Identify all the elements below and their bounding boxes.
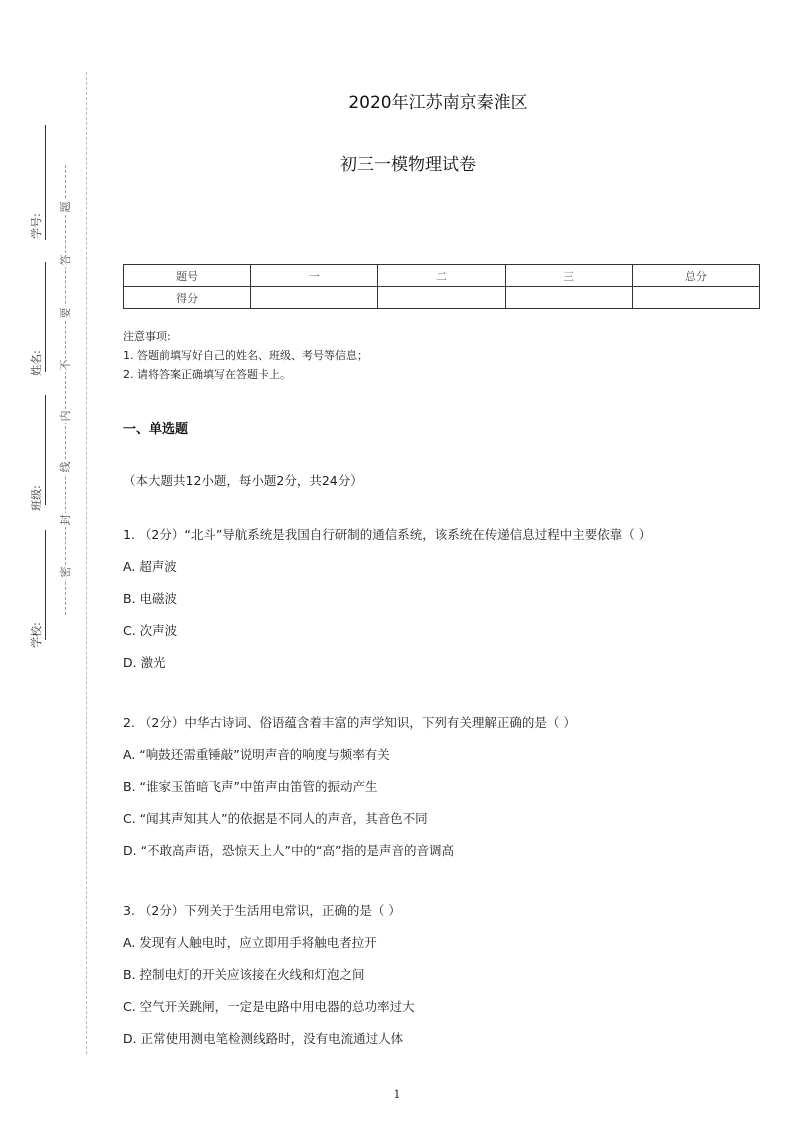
seal-dashed-line — [65, 165, 67, 615]
seal-word: 封 — [59, 514, 72, 526]
seal-word: 答 — [59, 254, 72, 266]
question-option: B. 控制电灯的开关应该接在火线和灯泡之间 — [123, 967, 365, 982]
question-option: D. 激光 — [123, 655, 166, 670]
class-line — [45, 395, 46, 505]
notes-heading: 注意事项: — [123, 330, 171, 343]
notes-item: 2. 请将答案正确填写在答题卡上。 — [123, 368, 291, 381]
class-label: 班级: — [30, 485, 43, 511]
question-option: C. 空气开关跳闸，一定是电路中用电器的总功率过大 — [123, 999, 415, 1014]
score-row-label: 得分 — [124, 287, 251, 309]
seal-word: 要 — [59, 307, 72, 319]
seal-word: 内 — [59, 410, 72, 422]
section-info: （本大题共12小题，每小题2分，共24分） — [123, 473, 363, 488]
score-entry-cell — [505, 287, 632, 309]
question-stem: 2. （2分）中华古诗词、俗语蕴含着丰富的声学知识，下列有关理解正确的是（ ） — [123, 715, 576, 730]
school-line — [45, 530, 46, 640]
seal-word: 题 — [59, 201, 72, 213]
exam-subtitle: 初三一模物理试卷 — [340, 155, 476, 175]
question-option: A. 发现有人触电时，应立即用手将触电者拉开 — [123, 935, 377, 950]
score-entry-cell — [632, 287, 759, 309]
student-id-label: 学号: — [30, 213, 43, 239]
score-table-cell: 一 — [251, 265, 378, 287]
score-table-header-row — [124, 265, 760, 287]
seal-word: 线 — [59, 461, 72, 473]
question-option: B. “谁家玉笛暗飞声”中笛声由笛管的振动产生 — [123, 779, 378, 794]
question-option: A. 超声波 — [123, 559, 177, 574]
question-option: C. “闻其声知其人”的依据是不同人的声音，其音色不同 — [123, 811, 428, 826]
question-option: A. “响鼓还需重锤敲”说明声音的响度与频率有关 — [123, 747, 390, 762]
question-stem: 1. （2分）“北斗”导航系统是我国自行研制的通信系统，该系统在传递信息过程中主要依靠（ ） — [123, 527, 652, 542]
school-label: 学校: — [30, 622, 43, 648]
score-entry-cell — [378, 287, 505, 309]
score-entry-cell — [251, 287, 378, 309]
seal-word: 密 — [59, 566, 72, 578]
name-label: 姓名: — [30, 350, 43, 376]
score-table-cell: 总分 — [632, 265, 759, 287]
question-option: C. 次声波 — [123, 623, 178, 638]
question-option: D. 正常使用测电笔检测线路时，没有电流通过人体 — [123, 1031, 404, 1046]
notes — [123, 327, 368, 384]
binding-divider — [86, 72, 88, 1054]
score-table-cell: 题号 — [124, 265, 251, 287]
name-line — [45, 262, 46, 372]
score-table — [123, 264, 760, 309]
student-id-line — [45, 125, 46, 240]
exam-title: 2020年江苏南京秦淮区 — [348, 93, 528, 113]
page-number: 1 — [393, 1088, 401, 1101]
score-table-score-row — [124, 287, 760, 309]
score-table-cell: 二 — [378, 265, 505, 287]
score-table-cell: 三 — [505, 265, 632, 287]
question-option: D. “不敢高声语，恐惊天上人”中的“高”指的是声音的音调高 — [123, 843, 454, 858]
section-title: 一、单选题 — [123, 422, 189, 437]
notes-item: 1. 答题前填写好自己的姓名、班级、考号等信息； — [123, 349, 368, 362]
question-option: B. 电磁波 — [123, 591, 178, 606]
seal-word: 不 — [59, 359, 72, 371]
question-stem: 3. （2分）下列关于生活用电常识，正确的是（ ） — [123, 903, 401, 918]
